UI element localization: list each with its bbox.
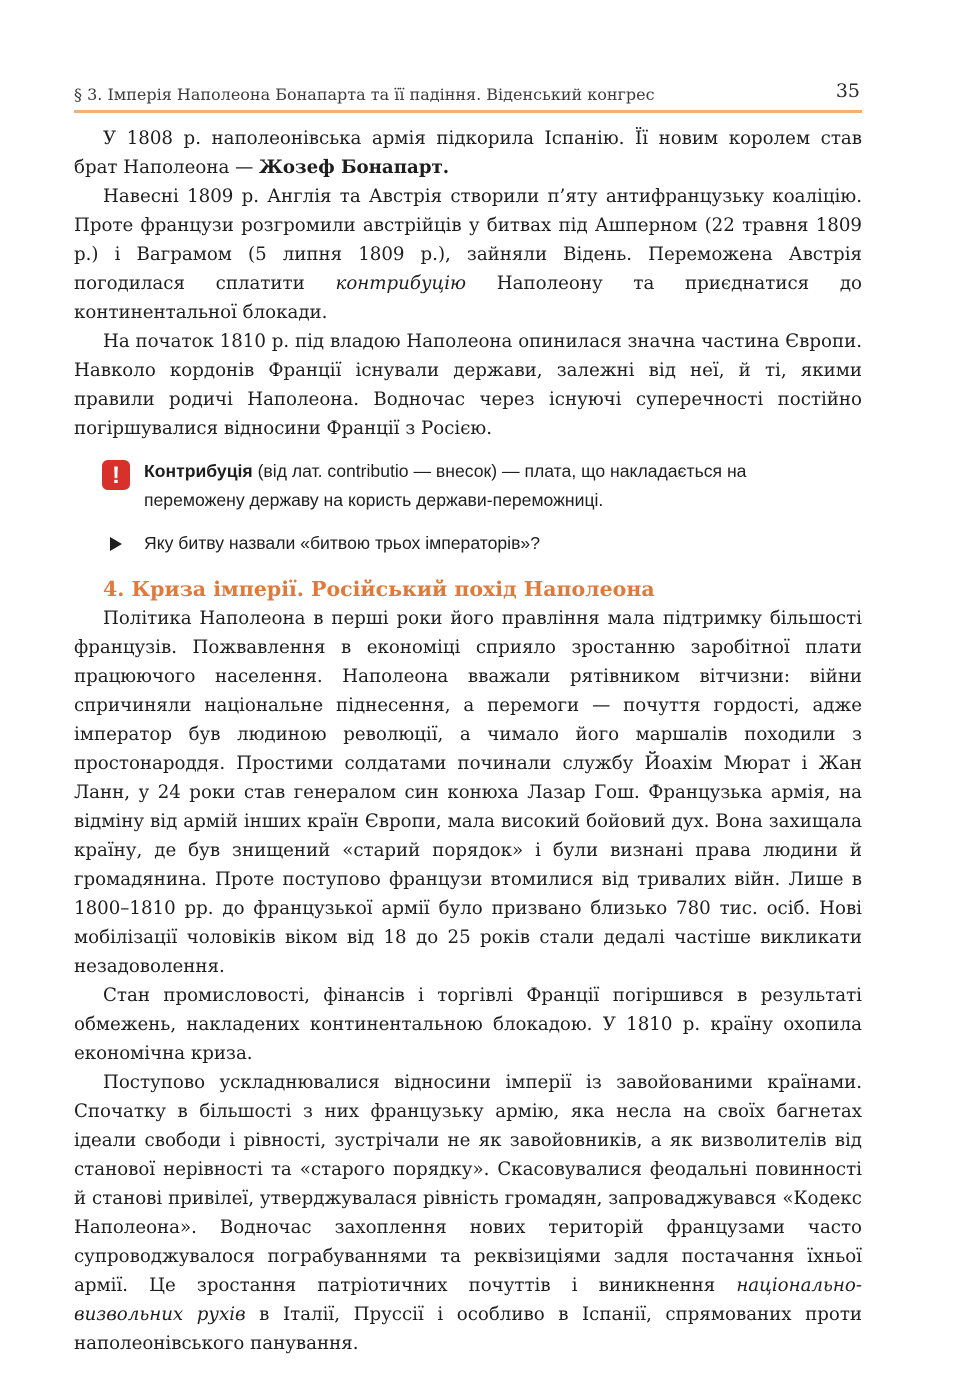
exclamation-icon: ! <box>102 460 130 490</box>
question-prompt <box>74 529 862 558</box>
definition-term: Контрибуція <box>144 461 253 481</box>
paragraph-text: Наполеону та приєднатися до континентальної блокади. <box>74 273 862 323</box>
page-number: 35 <box>835 80 860 102</box>
italic-term: контрибуцію <box>335 273 467 294</box>
definition-text <box>144 457 844 515</box>
bold-term: Жозеф Бонапарт. <box>259 157 450 178</box>
paragraph-text: Навесні 1809 р. Англія та Австрія створили п’яту антифранцузьку коаліцію. Проте французи розгромили австрійців у битвах під Ашперном (22 травня 1809 р.) і Ваграмом (5 липня 1809 р.), зайняли Відень. Переможена Австрія погодилася сплатити <box>74 186 862 294</box>
paragraph: Політика Наполеона в перші роки його правління мала підтримку більшості французів. Пожвавлення в економіці сприяло зростанню заробітної плати працюючого населення. Наполеона вважали рятівником вітчизни: війни спричиняли національне піднесення, а перемоги — почуття гордості, адже імператор був людиною революції, а чимало його маршалів походили з простонароддя. Простими солдатами починали службу Йоахім Мюрат і Жан Ланн, у 24 роки став генералом син конюха Лазар Гош. Французька армія, на відміну від армій інших країн Європи, мала високий бойовий дух. Вона захищала країну, де був знищений «старий порядок» і були визнані права людини й громадянина. Проте поступово французи втомилися від тривалих війн. Лише в 1800–1810 рр. до французької армії було призвано близько 780 тис. осіб. Нові мобілізації чоловіків віком від 18 до 25 років стали дедалі частіше викликати незадоволення. <box>74 608 862 977</box>
definition-box <box>74 457 862 515</box>
running-head: § 3. Імперія Наполеона Бонапарта та її падіння. Віденський конгрес <box>74 85 655 104</box>
header-rule <box>74 110 862 113</box>
paragraph-text: У 1808 р. наполеонівська армія підкорила Іспанію. Її новим королем став брат Наполеона — <box>74 128 862 178</box>
body-text <box>74 124 862 1358</box>
paragraph <box>74 1068 862 1358</box>
question-text: Яку битву назвали «битвою трьох імператорів»? <box>144 533 540 553</box>
section-heading: 4. Криза імперії. Російський похід Наполеона <box>103 577 655 601</box>
italic-term: національно-визвольних рухів <box>74 1275 862 1325</box>
paragraph: На початок 1810 р. під владою Наполеона опинилася значна частина Європи. Навколо кордонів Франції існували держави, залежні від неї, й ті, якими правили родичі Наполеона. Водночас через існуючі суперечності постійно погіршувалися відносини Франції з Росією. <box>74 331 862 439</box>
paragraph: Стан промисловості, фінансів і торгівлі Франції погіршився в результаті обмежень, накладених континентальною блокадою. У 1810 р. країну охопила економічна криза. <box>74 985 862 1064</box>
definition-body: (від лат. contributio — внесок) — плата, що накладається на переможену державу на користь держави-переможниці. <box>144 461 747 510</box>
paragraph-text: в Італії, Пруссії і особливо в Іспанії, спрямованих проти наполеонівського панування. <box>74 1304 862 1354</box>
paragraph <box>74 124 862 182</box>
play-arrow-icon <box>110 537 122 551</box>
paragraph <box>74 182 862 327</box>
paragraph-text: Поступово ускладнювалися відносини імперії із завойованими країнами. Спочатку в більшості з них французьку армію, яка несла на своїх багнетах ідеали свободи і рівності, зустрічали не як завойовників, а як визволителів від станової нерівності та «старого порядку». Скасовувалися феодальні повинності й станові привілеї, утверджувалася рівність громадян, запроваджувався «Кодекс Наполеона». Водночас захоплення нових територій французами часто супроводжувалося пограбуваннями та реквізиціями задля постачання їхньої армії. Це зростання патріотичних почуттів і виникнення <box>74 1072 862 1296</box>
